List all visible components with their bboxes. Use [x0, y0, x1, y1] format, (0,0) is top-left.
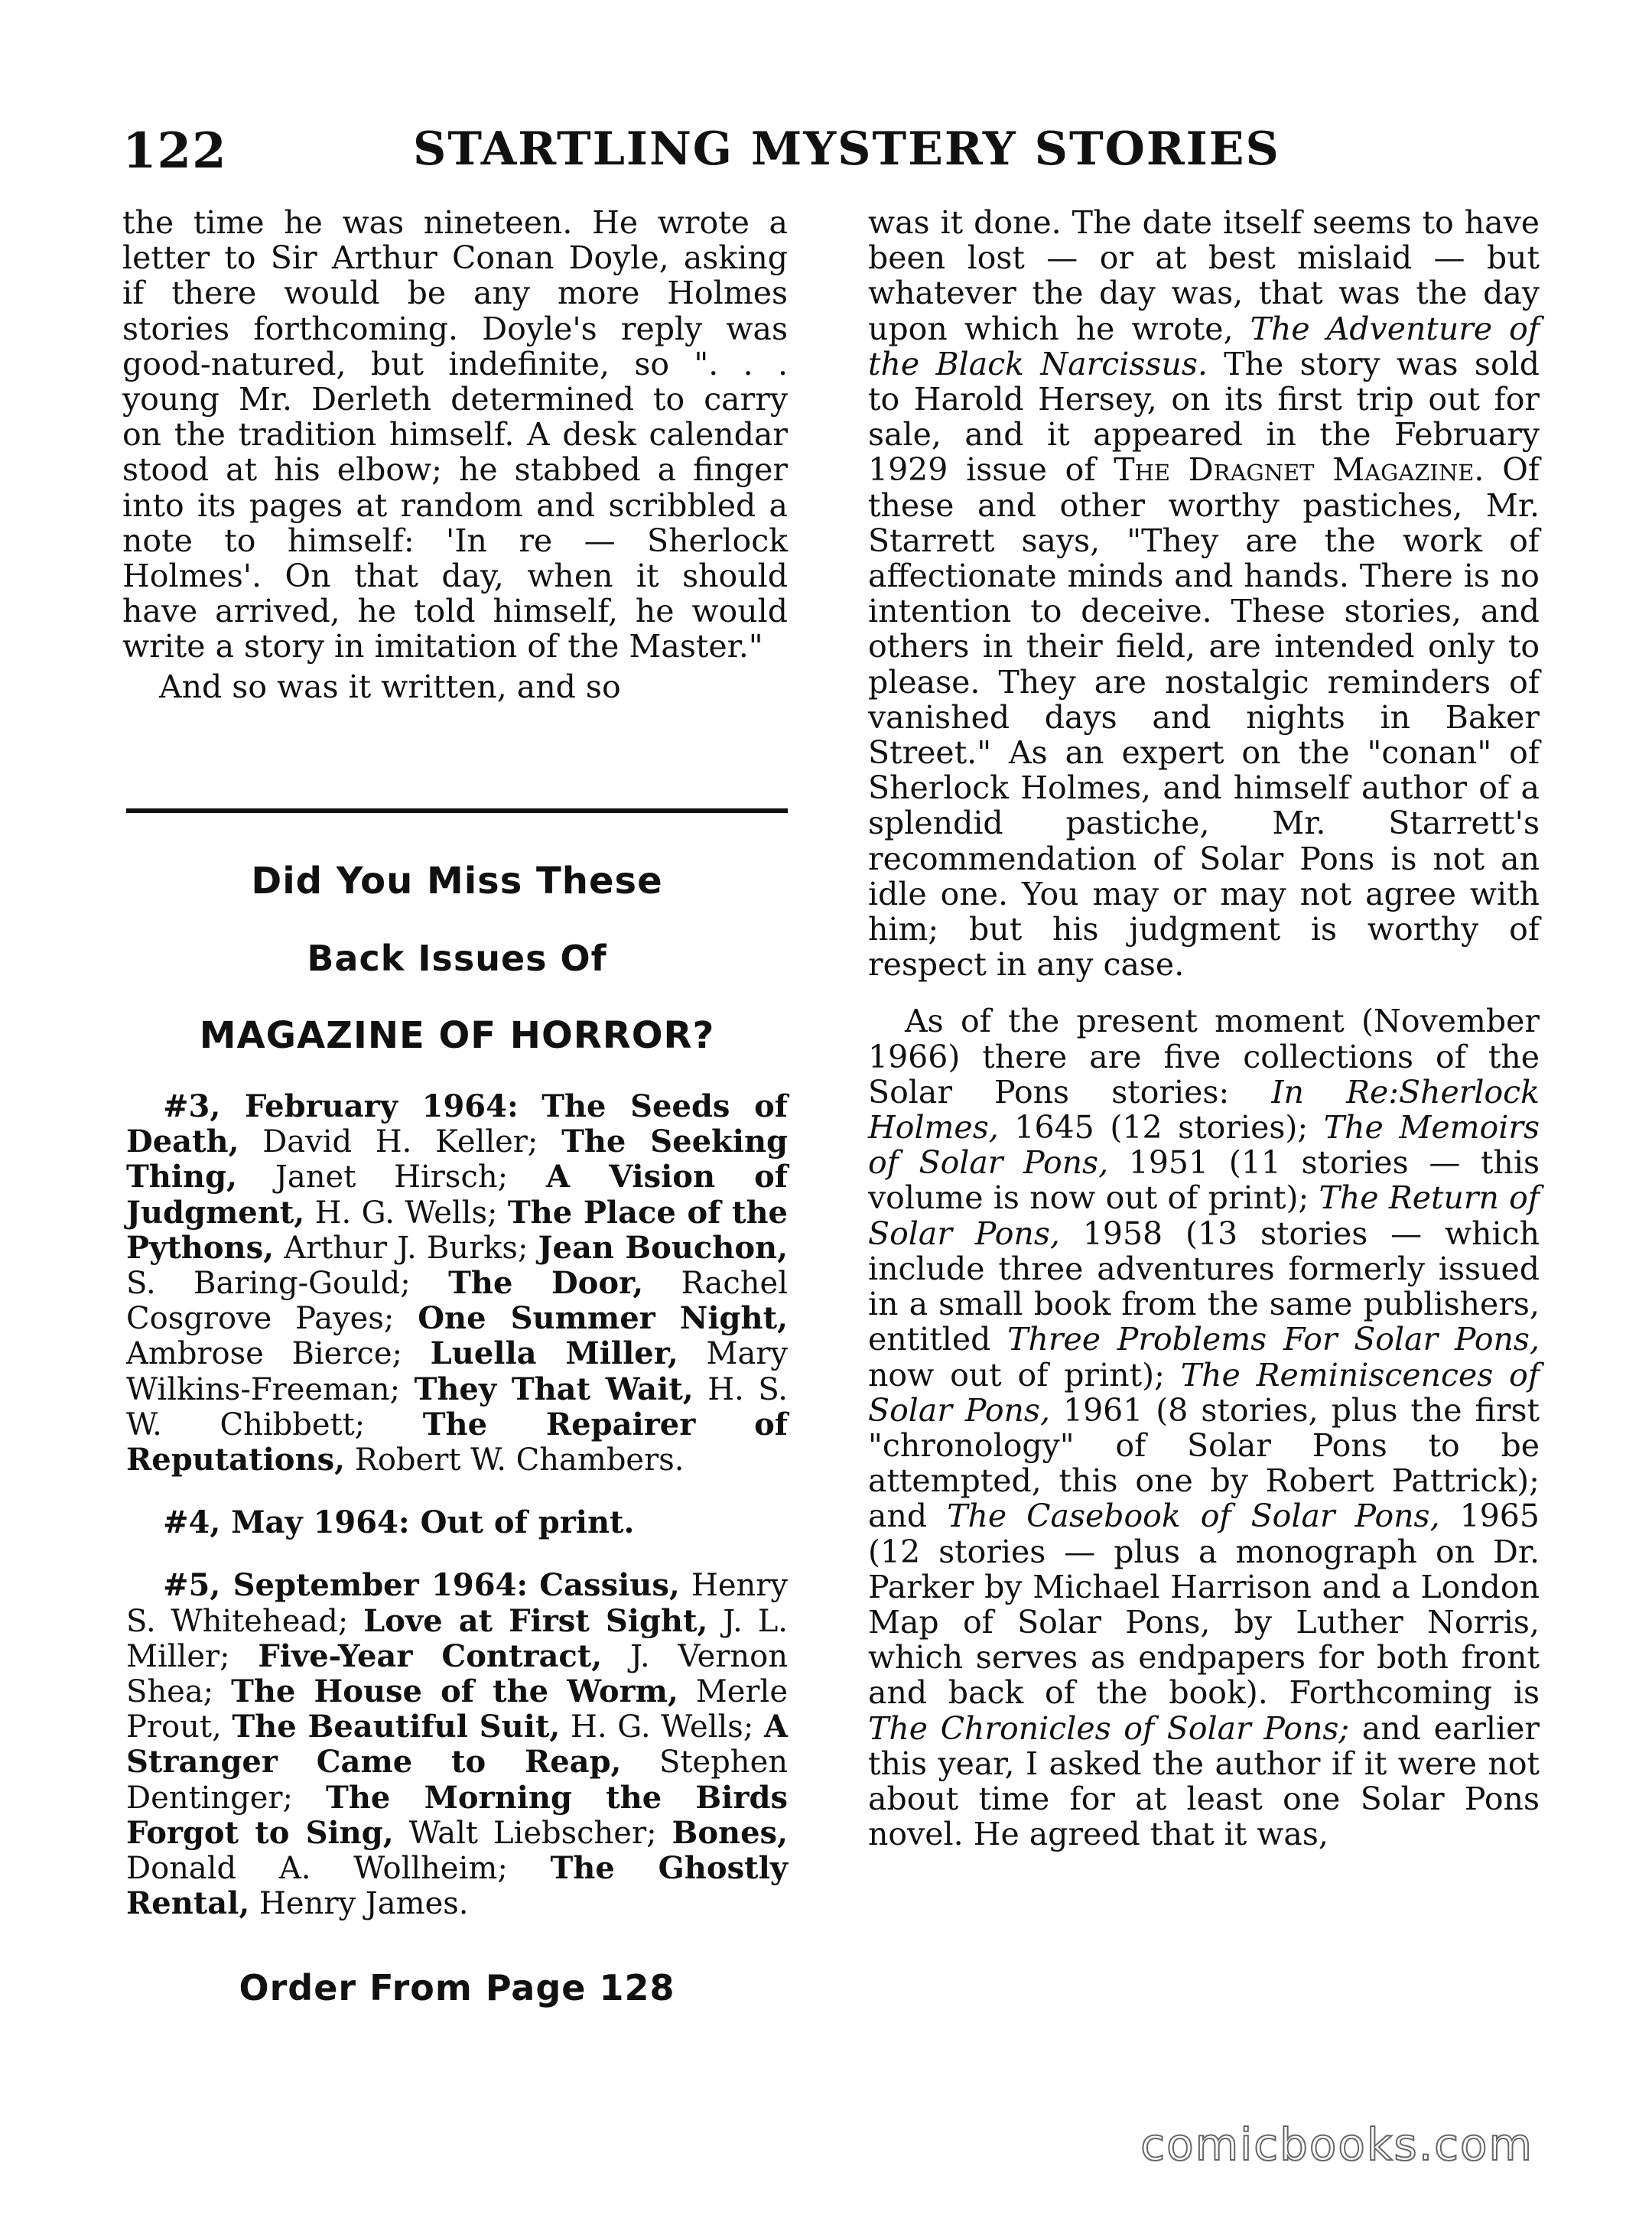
issue-heading: #3, February 1964:	[163, 1088, 519, 1124]
story-title: The Seeds of Death,	[126, 1088, 788, 1160]
story-author: Stephen Dentinger;	[126, 1745, 788, 1816]
text-run: Of these and other worthy pastiches, Mr. Starrett says, "They are the work of affectionate minds and hands. There is no intention to deceive. These stories, and others in their field, are intended only to please. They are nostalgic reminders of vanished days and nights in Baker Street." As an expert on the "conan" of Sherlock Holmes, and himself author of a splendid pastiche, Mr. Starrett's recommendation of Solar Pons is not an idle one. You may or may not agree with him; but his judgment is worthy of respect in any case.	[868, 451, 1540, 984]
book-title: In Re:Sherlock Holmes,	[868, 1073, 1540, 1146]
issue-heading: #5, September 1964:	[163, 1567, 528, 1604]
story-author: Rachel Cosgrove Payes;	[126, 1266, 788, 1337]
section-divider-rule	[126, 808, 788, 813]
story-title: The Ghostly Rental,	[126, 1850, 788, 1922]
right-paragraph-1	[868, 205, 1540, 982]
text-run: The story was sold to Harold Hersey, on its first trip out for sale, and it appeared in the February 1929 issue of	[868, 345, 1540, 489]
story-title: The Place of the Pythons,	[126, 1194, 788, 1266]
issue-entry	[126, 1505, 788, 1540]
story-title: Love at First Sight,	[363, 1602, 708, 1639]
story-title: The Beautiful Suit,	[232, 1709, 561, 1745]
book-title: The Casebook of Solar Pons,	[947, 1498, 1440, 1535]
story-title: The House of the Worm,	[231, 1673, 678, 1710]
text-run: now out of print);	[868, 1356, 1181, 1394]
story-author: J. Vernon Shea;	[126, 1638, 788, 1710]
order-line: Order From Page 128	[239, 1967, 675, 2009]
ad-title-line-2: Back Issues Of	[307, 938, 607, 979]
issue-entry	[126, 1568, 788, 1921]
text-run: 1951 (11 stories — this volume is now out of print);	[868, 1144, 1540, 1217]
site-watermark: comicbooks.com	[1140, 2119, 1533, 2171]
story-title: The Door,	[448, 1265, 644, 1302]
story-author: Janet Hirsch;	[275, 1159, 509, 1195]
book-title: The Reminiscences of Solar Pons,	[868, 1356, 1540, 1429]
back-issues-ad	[126, 841, 788, 2008]
text-run: 1958 (13 stories — which include three adventures formerly issued in a small book from the same publishers, entitled	[868, 1215, 1540, 1358]
text-run: 1965 (12 stories — plus a monograph on Dr. Parker by Michael Harrison and a London Map of Solar Pons, by Luther Norris, which serves as endpapers for both front and back of the book). Forthcoming is	[868, 1498, 1540, 1712]
book-title: The Return of Solar Pons,	[868, 1179, 1540, 1252]
right-column	[868, 205, 1540, 1852]
story-author: Donald A. Wollheim;	[126, 1851, 508, 1887]
story-author: Robert W. Chambers.	[354, 1442, 685, 1478]
ad-title-line-1: Did You Miss These	[251, 860, 663, 902]
issue-heading: #4, May 1964: Out of print.	[163, 1504, 635, 1541]
issue-list	[126, 1089, 788, 1921]
story-author: Walt Liebscher;	[408, 1815, 657, 1851]
text-run: As of the present moment (November 1966) there are five collections of the Solar Pons stories:	[868, 1003, 1540, 1111]
story-author: Henry James.	[259, 1886, 469, 1922]
story-title: The Repairer of Reputations,	[126, 1406, 789, 1478]
story-author: Merle Prout,	[126, 1674, 789, 1745]
story-title: The Adventure of the Black Narcissus.	[868, 310, 1540, 382]
running-head: STARTLING MYSTERY STORIES	[413, 122, 1280, 176]
story-title: A Stranger Came to Reap,	[126, 1709, 789, 1781]
left-paragraph-2: And so was it written, and so	[159, 668, 621, 705]
story-title: Jean Bouchon,	[538, 1229, 789, 1266]
issue-entry	[126, 1089, 788, 1478]
magazine-title: The Dragnet Magazine.	[1114, 451, 1485, 489]
story-author: H. S. W. Chibbett;	[126, 1371, 789, 1442]
story-title: Cassius,	[539, 1567, 680, 1604]
text-run: was it done. The date itself seems to have been lost — or at best mislaid — but whatever the day was, that was the day upon which he wrote,	[868, 204, 1540, 347]
story-author: Arthur J. Burks;	[284, 1230, 528, 1266]
story-author: David H. Keller;	[262, 1124, 538, 1160]
story-author: Henry S. Whitehead;	[126, 1568, 789, 1639]
story-title: One Summer Night,	[418, 1300, 788, 1337]
story-author: Ambrose Bierce;	[126, 1336, 402, 1372]
right-paragraph-2	[868, 1003, 1540, 1852]
book-title: The Memoirs of Solar Pons,	[868, 1109, 1540, 1182]
story-author: H. G. Wells;	[571, 1709, 754, 1745]
text-run: 1961 (8 stories, plus the first "chronology" of Solar Pons to be attempted, this one by Robert Pattrick); and	[868, 1391, 1540, 1535]
left-paragraph-1: the time he was nineteen. He wrote a letter to Sir Arthur Conan Doyle, asking if there would be any more Holmes stories forthcoming. Doyle's reply was good-natured, but indefinite, so ". . . young Mr. Derleth determined to carry on the tradition himself. A desk calendar stood at his elbow; he stabbed a finger into its pages at random and scribbled a note to himself: 'In re — Sherlock Holmes'. On that day, when it should have arrived, he told himself, he would write a story in imitation of the Master."	[122, 204, 788, 665]
story-author: H. G. Wells;	[314, 1195, 498, 1231]
story-title: Bones,	[672, 1814, 788, 1851]
story-title: A Vision of Judgment,	[126, 1159, 789, 1231]
story-author: J. L. Miller;	[126, 1603, 789, 1674]
text-run: 1645 (12 stories);	[998, 1109, 1324, 1146]
story-title: Luella Miller,	[430, 1335, 678, 1372]
text-run: and earlier this year, I asked the author if it were not about time for at least one Solar Pons novel. He agreed that it was,	[868, 1709, 1540, 1853]
story-title: The Seeking Thing,	[126, 1124, 788, 1195]
ad-title-line-3: MAGAZINE OF HORROR?	[199, 1014, 715, 1057]
left-column	[122, 205, 788, 704]
page-number: 122	[122, 122, 227, 180]
book-title: The Chronicles of Solar Pons;	[868, 1709, 1350, 1747]
story-title: The Morning the Birds Forgot to Sing,	[126, 1779, 788, 1851]
story-title: They That Wait,	[414, 1371, 694, 1407]
story-title: Five-Year Contract,	[258, 1637, 603, 1674]
book-title: Three Problems For Solar Pons,	[1007, 1321, 1540, 1358]
story-author: S. Baring-Gould;	[126, 1266, 411, 1302]
story-author: Mary Wilkins-Freeman;	[126, 1336, 789, 1407]
